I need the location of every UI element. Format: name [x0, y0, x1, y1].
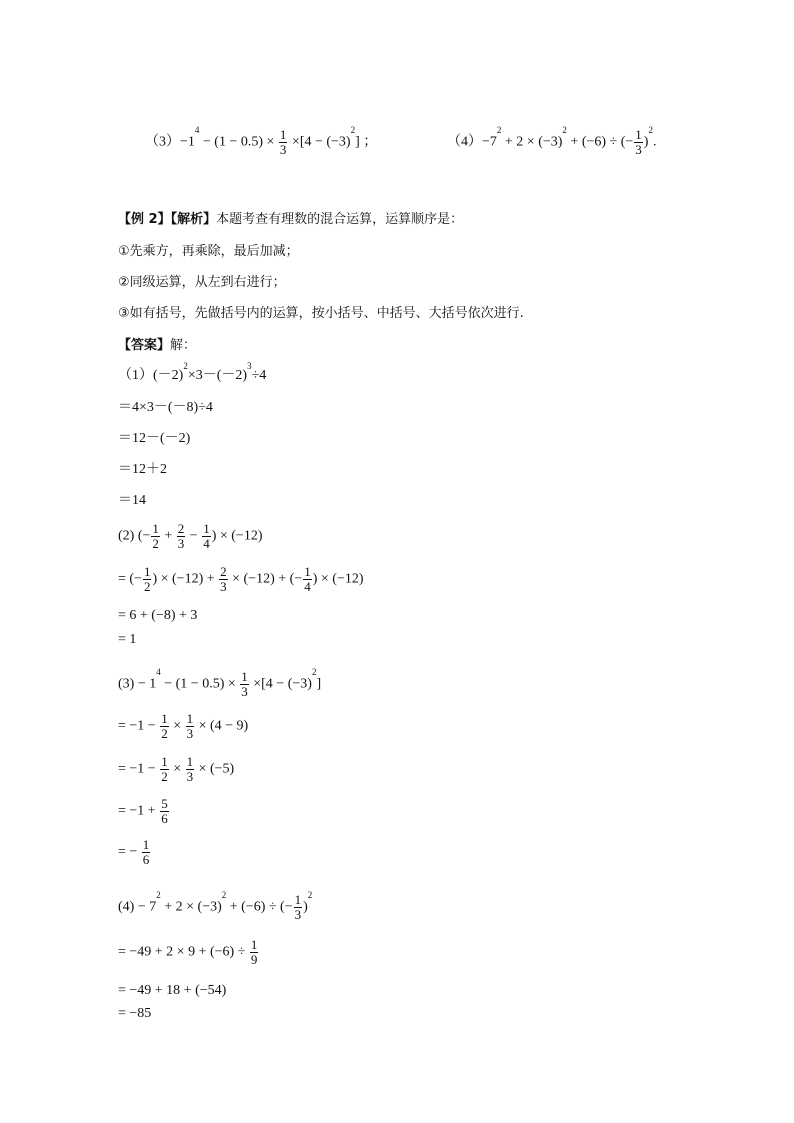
solution-3-line-1: $(3) - 1^4 - (1 - 0.5)$ × $\frac{1}{3}$ $\times[4 - (-3)^2]$ — [118, 667, 322, 699]
solution-3-line-3: = −1 − $\frac{1}{2}$ × $\frac{1}{3}$ × (−5) — [118, 754, 235, 784]
problem-3: $(3)-1^4 - (1 - 0.5)$ × $\frac{1}{3}$ $\times[4 - (-3)^2]$ ； — [145, 125, 378, 157]
problem-4: $(4)-7^2 + 2 \times (-3)^2 + (-6)$ ÷ (− $\frac{1}{3}$ )$^2$. — [447, 125, 657, 157]
solution-4-line-3: = −49 + 18 + (−54) — [118, 983, 227, 998]
fraction: $\frac{1}{3}$ — [279, 127, 287, 157]
solution-2-line-4: = 1 — [118, 632, 137, 647]
solution-1-line-1: $(1)(-2)^2\times 3-(-2)^3\div 4$ — [118, 361, 267, 383]
solution-1-line-4: ＝12＋2 — [118, 462, 167, 477]
example-tag: 【例 2】【解析】 — [118, 212, 217, 227]
rule-3: ③如有括号，先做括号内的运算，按小括号、中括号、大括号依次进行. — [118, 306, 524, 321]
rule-2: ②同级运算，从左到右进行； — [118, 275, 286, 290]
solution-3-line-5: = − $\frac{1}{6}$ — [118, 837, 150, 867]
solution-4-line-2: = −49 + 2 × 9 + (−6) ÷ $\frac{1}{9}$ — [118, 937, 258, 967]
solution-2-line-3: = 6 + (−8) + 3 — [118, 608, 198, 623]
solution-3-line-2: = −1 − $\frac{1}{2}$ × $\frac{1}{3}$ × (4 − 9) — [118, 711, 249, 741]
solution-4-line-4: = −85 — [118, 1006, 152, 1021]
solution-2-line-2: = (− $\frac{1}{2}$ ) × (−12) + $\frac{2}{3}$ × (−12) + (− $\frac{1}{4}$ ) × (−12) — [118, 564, 364, 594]
solution-1-line-2: ＝4×3－(－8)÷4 — [118, 400, 213, 415]
solution-3-line-4: = −1 + $\frac{5}{6}$ — [118, 796, 168, 826]
solution-1-line-3: ＝12－(－2) — [118, 431, 191, 446]
solution-4-line-1: $(4) - 7^2 + 2 \times (-3)^2 + (-6)$ ÷ (− $\frac{1}{3}$ )$^2$ — [118, 890, 313, 922]
solution-2-line-1: (2) (− $\frac{1}{2}$ + $\frac{2}{3}$ − $\frac{1}{4}$ ) × (−12) — [118, 521, 263, 551]
answer-heading: 【答案】解： — [118, 338, 197, 353]
rule-1: ①先乘方，再乘除，最后加减； — [118, 244, 299, 259]
fraction: $\frac{1}{3}$ — [635, 127, 642, 157]
example-analysis: 【例 2】【解析】本题考查有理数的混合运算，运算顺序是： — [118, 212, 464, 227]
solution-1-line-5: ＝14 — [118, 493, 146, 508]
